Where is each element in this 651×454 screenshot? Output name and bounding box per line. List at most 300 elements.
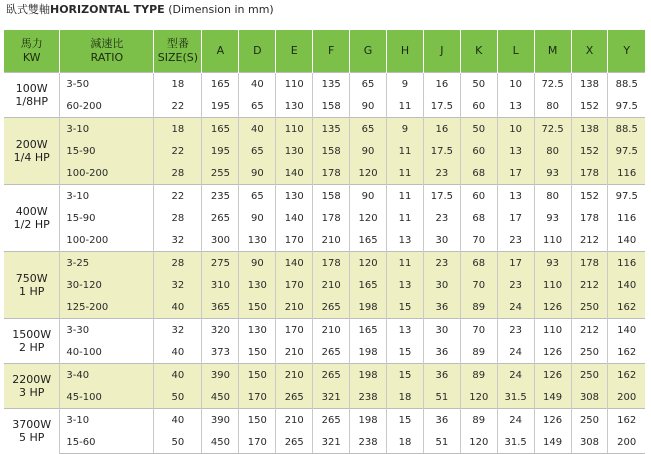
- table-row: [4, 274, 645, 296]
- ratio-cell: 3-30: [60, 319, 154, 342]
- column-header-line: KW: [22, 51, 41, 64]
- dimension-cell: 10: [497, 73, 534, 96]
- dimension-cell: 90: [239, 207, 276, 229]
- dimension-cell: 198: [350, 364, 387, 387]
- ratio-cell: 3-10: [60, 118, 154, 141]
- dimension-cell: 90: [350, 185, 387, 208]
- title-prefix: 臥式雙軸: [6, 3, 50, 16]
- dimension-cell: 93: [534, 207, 571, 229]
- dimension-cell: 238: [350, 431, 387, 454]
- dimension-cell: 149: [534, 431, 571, 454]
- dimension-cell: 178: [313, 252, 350, 275]
- dimension-cell: 110: [534, 274, 571, 296]
- dimension-cell: 40: [239, 73, 276, 96]
- dimension-cell: 23: [497, 274, 534, 296]
- dimension-cell: 68: [460, 207, 497, 229]
- size-cell: 50: [154, 386, 202, 409]
- ratio-cell: 45-100: [60, 386, 154, 409]
- dimension-cell: 93: [534, 252, 571, 275]
- column-header: [534, 30, 571, 73]
- dimension-cell: 110: [534, 229, 571, 252]
- size-cell: 40: [154, 296, 202, 319]
- size-cell: 32: [154, 319, 202, 342]
- column-header: [239, 30, 276, 73]
- dimension-cell: 321: [313, 431, 350, 454]
- dimension-cell: 200: [608, 386, 645, 409]
- power-label: 100W: [15, 82, 48, 95]
- dimension-cell: 120: [350, 252, 387, 275]
- column-header-line: D: [253, 44, 262, 57]
- dimension-cell: 120: [460, 386, 497, 409]
- dimension-cell: 198: [350, 341, 387, 364]
- dimension-cell: 126: [534, 296, 571, 319]
- dimension-cell: 308: [571, 386, 608, 409]
- dimension-cell: 16: [423, 73, 460, 96]
- dimension-cell: 140: [276, 207, 313, 229]
- column-header: [460, 30, 497, 73]
- dimension-cell: 60: [460, 140, 497, 162]
- dimension-cell: 250: [571, 341, 608, 364]
- dimension-cell: 235: [202, 185, 239, 208]
- table-row: [4, 252, 645, 275]
- dimension-cell: 255: [202, 162, 239, 185]
- dimension-cell: 110: [276, 118, 313, 141]
- dimension-cell: 90: [239, 162, 276, 185]
- column-header: [608, 30, 645, 73]
- power-label: 750W: [15, 272, 48, 285]
- dimension-cell: 450: [202, 431, 239, 454]
- dimension-cell: 10: [497, 118, 534, 141]
- dimension-cell: 162: [608, 364, 645, 387]
- size-cell: 18: [154, 73, 202, 96]
- dimension-cell: 120: [350, 207, 387, 229]
- dimension-cell: 158: [313, 140, 350, 162]
- table-row: [4, 296, 645, 319]
- dimension-cell: 11: [387, 185, 424, 208]
- size-cell: 32: [154, 274, 202, 296]
- dimension-cell: 170: [276, 274, 313, 296]
- dimension-cell: 18: [387, 431, 424, 454]
- dimension-cell: 150: [239, 296, 276, 319]
- dimension-cell: 88.5: [608, 73, 645, 96]
- column-header-line: F: [327, 44, 335, 57]
- dimension-cell: 13: [497, 185, 534, 208]
- column-header-line: SIZE(S): [157, 51, 199, 64]
- size-cell: 40: [154, 364, 202, 387]
- column-header-line: G: [363, 44, 373, 57]
- dimension-cell: 130: [276, 140, 313, 162]
- title-suffix: (Dimension in mm): [168, 3, 274, 16]
- dimension-cell: 212: [571, 274, 608, 296]
- power-cell: [4, 73, 60, 118]
- table-row: [4, 162, 645, 185]
- table-row: [4, 185, 645, 208]
- size-cell: 28: [154, 207, 202, 229]
- dimension-cell: 130: [276, 95, 313, 118]
- dimension-cell: 200: [608, 431, 645, 454]
- dimension-cell: 152: [571, 185, 608, 208]
- ratio-cell: 100-200: [60, 229, 154, 252]
- dimension-cell: 178: [571, 252, 608, 275]
- dimension-cell: 15: [387, 296, 424, 319]
- ratio-cell: 30-120: [60, 274, 154, 296]
- column-header: [423, 30, 460, 73]
- dimension-cell: 275: [202, 252, 239, 275]
- ratio-cell: 3-10: [60, 409, 154, 432]
- dimension-cell: 97.5: [608, 140, 645, 162]
- dimension-cell: 165: [350, 229, 387, 252]
- dimension-cell: 450: [202, 386, 239, 409]
- size-cell: 40: [154, 341, 202, 364]
- dimension-cell: 130: [276, 185, 313, 208]
- size-cell: 40: [154, 409, 202, 432]
- dimension-cell: 310: [202, 274, 239, 296]
- column-header: [4, 30, 60, 73]
- dimension-cell: 31.5: [497, 386, 534, 409]
- dimension-cell: 51: [423, 431, 460, 454]
- dimension-cell: 17: [497, 207, 534, 229]
- column-header-line: J: [440, 44, 444, 57]
- dimension-cell: 265: [313, 409, 350, 432]
- power-label: 3700W: [12, 418, 52, 432]
- dimension-cell: 97.5: [608, 185, 645, 208]
- table-row: [4, 207, 645, 229]
- dimension-cell: 210: [276, 409, 313, 432]
- table-row: [4, 431, 645, 454]
- ratio-cell: 15-60: [60, 431, 154, 454]
- dimension-cell: 65: [239, 185, 276, 208]
- dimension-cell: 195: [202, 95, 239, 118]
- ratio-cell: 40-100: [60, 341, 154, 364]
- power-label: 1500W: [12, 328, 52, 341]
- page-title: [6, 2, 274, 18]
- dimension-cell: 130: [239, 319, 276, 342]
- dimension-cell: 170: [239, 386, 276, 409]
- column-header: [60, 30, 154, 73]
- table-row: [4, 118, 645, 141]
- column-header-line: Y: [623, 44, 631, 57]
- column-header-line: A: [216, 44, 225, 57]
- dimension-cell: 36: [423, 296, 460, 319]
- column-header-line: L: [512, 44, 519, 57]
- dimension-cell: 89: [460, 364, 497, 387]
- dimension-cell: 17.5: [423, 140, 460, 162]
- dimension-cell: 65: [239, 95, 276, 118]
- dimension-cell: 150: [239, 364, 276, 387]
- dimension-cell: 165: [202, 118, 239, 141]
- ratio-cell: 3-50: [60, 73, 154, 96]
- power-cell: [4, 252, 60, 319]
- ratio-cell: 60-200: [60, 95, 154, 118]
- dimension-cell: 17.5: [423, 95, 460, 118]
- dimension-cell: 130: [239, 274, 276, 296]
- column-header-line: E: [290, 44, 298, 57]
- dimension-cell: 140: [276, 252, 313, 275]
- column-header-line: 減速比: [90, 37, 124, 50]
- power-cell: [4, 185, 60, 252]
- dimension-cell: 300: [202, 229, 239, 252]
- column-header: [571, 30, 608, 73]
- dimension-cell: 138: [571, 118, 608, 141]
- column-header-line: RATIO: [90, 51, 124, 64]
- dimension-cell: 320: [202, 319, 239, 342]
- title-main: HORIZONTAL TYPE: [50, 3, 165, 16]
- dimension-cell: 40: [239, 118, 276, 141]
- table-row: [4, 364, 645, 387]
- dimension-cell: 116: [608, 162, 645, 185]
- dimension-cell: 178: [313, 162, 350, 185]
- dimension-cell: 97.5: [615, 100, 638, 112]
- power-label: 5 HP: [19, 431, 45, 445]
- column-header-line: 馬力: [20, 37, 43, 50]
- dimension-cell: 130: [239, 229, 276, 252]
- dimension-cell: 210: [276, 296, 313, 319]
- ratio-cell: 3-10: [60, 185, 154, 208]
- dimension-cell: 178: [571, 162, 608, 185]
- ratio-cell: 3-25: [60, 252, 154, 275]
- dimension-cell: 138: [571, 73, 608, 96]
- dimension-cell: 265: [313, 364, 350, 387]
- power-label: 2200W: [12, 373, 52, 386]
- dimension-cell: 65: [350, 118, 387, 141]
- table-row: [4, 229, 645, 252]
- power-label: 1 HP: [19, 285, 45, 298]
- dimension-cell: 51: [423, 386, 460, 409]
- dimension-cell: 65: [350, 73, 387, 96]
- dimension-cell: 68: [460, 162, 497, 185]
- dimension-cell: 23: [423, 207, 460, 229]
- dimension-cell: 80: [534, 140, 571, 162]
- power-cell: [4, 118, 60, 185]
- dimension-cell: 165: [350, 319, 387, 342]
- dimension-cell: 50: [460, 118, 497, 141]
- table-body: [4, 73, 645, 454]
- dimension-cell: 11: [387, 95, 424, 118]
- table-row: [4, 73, 645, 96]
- dimension-cell: 321: [313, 386, 350, 409]
- column-header-line: X: [585, 44, 594, 57]
- dimension-cell: 90: [239, 252, 276, 275]
- size-cell: 28: [154, 162, 202, 185]
- size-cell: 28: [154, 252, 202, 275]
- ratio-cell: 15-90: [60, 140, 154, 162]
- column-header: [154, 30, 202, 73]
- dimension-cell: 24: [497, 296, 534, 319]
- dimension-cell: 72.5: [534, 118, 571, 141]
- dimension-cell: 150: [239, 409, 276, 432]
- power-cell: [4, 319, 60, 364]
- dimension-cell: 50: [460, 73, 497, 96]
- dimension-cell: 88.5: [608, 118, 645, 141]
- dimension-cell: 390: [202, 364, 239, 387]
- table-row: [4, 341, 645, 364]
- dimension-cell: 15: [387, 341, 424, 364]
- dimension-cell: 265: [276, 431, 313, 454]
- dimension-cell: 365: [202, 296, 239, 319]
- dimension-cell: 9: [387, 73, 424, 96]
- table-row: [4, 386, 645, 409]
- table-row: [4, 95, 645, 118]
- dimension-cell: 11: [387, 207, 424, 229]
- ratio-cell: 100-200: [60, 162, 154, 185]
- dimension-cell: 13: [387, 274, 424, 296]
- power-label: 2 HP: [19, 341, 45, 354]
- dimension-cell: 120: [460, 431, 497, 454]
- dimension-cell: 80: [534, 95, 571, 118]
- column-header-line: 型番: [166, 37, 189, 50]
- ratio-cell: 3-40: [60, 364, 154, 387]
- dimension-cell: 24: [497, 341, 534, 364]
- dimension-cell: 15: [387, 409, 424, 432]
- dimension-cell: 23: [423, 252, 460, 275]
- column-header: [276, 30, 313, 73]
- table-row: [4, 140, 645, 162]
- dimension-cell: 308: [571, 431, 608, 454]
- column-header: [313, 30, 350, 73]
- dimension-cell: 165: [350, 274, 387, 296]
- dimension-cell: 13: [497, 95, 534, 118]
- dimension-cell: 170: [276, 229, 313, 252]
- dimension-cell: 36: [423, 341, 460, 364]
- dimension-cell: 31.5: [497, 431, 534, 454]
- dimension-cell: 90: [350, 140, 387, 162]
- power-label: 3 HP: [19, 386, 45, 399]
- dimension-cell: 210: [313, 319, 350, 342]
- dimension-cell: 93: [534, 162, 571, 185]
- column-header: [497, 30, 534, 73]
- dimension-cell: 210: [276, 341, 313, 364]
- dimension-cell: 198: [350, 296, 387, 319]
- dimension-cell: 11: [387, 140, 424, 162]
- dimension-cell: 17.5: [423, 185, 460, 208]
- dimension-cell: 60: [460, 95, 497, 118]
- dimension-cell: 390: [202, 409, 239, 432]
- dimension-cell: 80: [534, 185, 571, 208]
- dimension-cell: 250: [571, 364, 608, 387]
- dimension-cell: 110: [534, 319, 571, 342]
- dimension-cell: 72.5: [534, 73, 571, 96]
- dimension-cell: 89: [460, 341, 497, 364]
- column-header: [202, 30, 239, 73]
- dimension-cell: 265: [313, 296, 350, 319]
- dimension-cell: 135: [313, 118, 350, 141]
- dimension-cell: 36: [423, 409, 460, 432]
- dimension-cell: 178: [313, 207, 350, 229]
- dimension-cell: 140: [608, 319, 645, 342]
- dimension-cell: 170: [276, 319, 313, 342]
- column-header-line: M: [547, 44, 558, 57]
- dimension-cell: 265: [313, 341, 350, 364]
- size-cell: 18: [154, 118, 202, 141]
- dimension-cell: 30: [423, 274, 460, 296]
- power-cell: [4, 364, 60, 409]
- dimension-cell: 90: [350, 95, 387, 118]
- dimension-cell: 212: [571, 229, 608, 252]
- dimension-cell: 162: [617, 346, 637, 358]
- dimension-cell: 126: [534, 364, 571, 387]
- column-header: [387, 30, 424, 73]
- ratio-cell: 15-90: [60, 207, 154, 229]
- size-cell: 22: [154, 140, 202, 162]
- dimension-cell: 195: [202, 140, 239, 162]
- dimension-cell: 265: [276, 386, 313, 409]
- dimension-cell: 116: [617, 212, 637, 224]
- dimension-cell: 11: [387, 252, 424, 275]
- dimension-cell: 89: [460, 296, 497, 319]
- power-label: 1/2 HP: [13, 218, 50, 231]
- dimension-cell: 18: [387, 386, 424, 409]
- size-cell: 22: [154, 95, 202, 118]
- size-cell: 50: [154, 431, 202, 454]
- column-header-line: H: [400, 44, 410, 57]
- power-label: 1/4 HP: [13, 151, 50, 164]
- dimension-cell: 140: [608, 274, 645, 296]
- dimension-cell: 140: [276, 162, 313, 185]
- dimension-cell: 212: [571, 319, 608, 342]
- dimension-cell: 149: [534, 386, 571, 409]
- dimension-cell: 9: [387, 118, 424, 141]
- dimension-cell: 30: [423, 319, 460, 342]
- dimension-cell: 110: [276, 73, 313, 96]
- dimension-cell: 210: [313, 229, 350, 252]
- dimension-cell: 17: [497, 162, 534, 185]
- table-row: [4, 319, 645, 342]
- dimension-cell: 373: [202, 341, 239, 364]
- dimension-cell: 30: [423, 229, 460, 252]
- dimension-cell: 158: [313, 95, 350, 118]
- dimension-cell: 23: [423, 162, 460, 185]
- power-cell: [4, 409, 60, 454]
- dimension-cell: 135: [313, 73, 350, 96]
- size-cell: 32: [154, 229, 202, 252]
- power-label: 200W: [15, 138, 48, 151]
- dimension-cell: 116: [608, 252, 645, 275]
- power-label: 1/8HP: [15, 95, 49, 108]
- column-header: [350, 30, 387, 73]
- dimension-cell: 15: [387, 364, 424, 387]
- dimension-cell: 265: [202, 207, 239, 229]
- dimension-table: [4, 30, 645, 454]
- dimension-cell: 152: [571, 140, 608, 162]
- dimension-cell: 89: [460, 409, 497, 432]
- dimension-cell: 70: [460, 229, 497, 252]
- dimension-cell: 23: [497, 229, 534, 252]
- dimension-cell: 158: [313, 185, 350, 208]
- dimension-cell: 36: [423, 364, 460, 387]
- dimension-cell: 126: [534, 341, 571, 364]
- dimension-cell: 162: [608, 409, 645, 432]
- dimension-cell: 140: [617, 234, 637, 246]
- dimension-cell: 70: [460, 319, 497, 342]
- power-label: 400W: [15, 205, 48, 218]
- dimension-cell: 70: [460, 274, 497, 296]
- dimension-cell: 24: [497, 409, 534, 432]
- ratio-cell: 125-200: [60, 296, 154, 319]
- column-header-line: K: [475, 44, 483, 57]
- dimension-cell: 210: [313, 274, 350, 296]
- size-cell: 22: [154, 185, 202, 208]
- dimension-cell: 16: [423, 118, 460, 141]
- dimension-cell: 170: [239, 431, 276, 454]
- dimension-cell: 120: [350, 162, 387, 185]
- dimension-cell: 23: [497, 319, 534, 342]
- dimension-cell: 250: [571, 296, 608, 319]
- dimension-cell: 150: [239, 341, 276, 364]
- dimension-cell: 13: [387, 319, 424, 342]
- dimension-cell: 210: [276, 364, 313, 387]
- dimension-cell: 13: [497, 140, 534, 162]
- table-row: [4, 409, 645, 432]
